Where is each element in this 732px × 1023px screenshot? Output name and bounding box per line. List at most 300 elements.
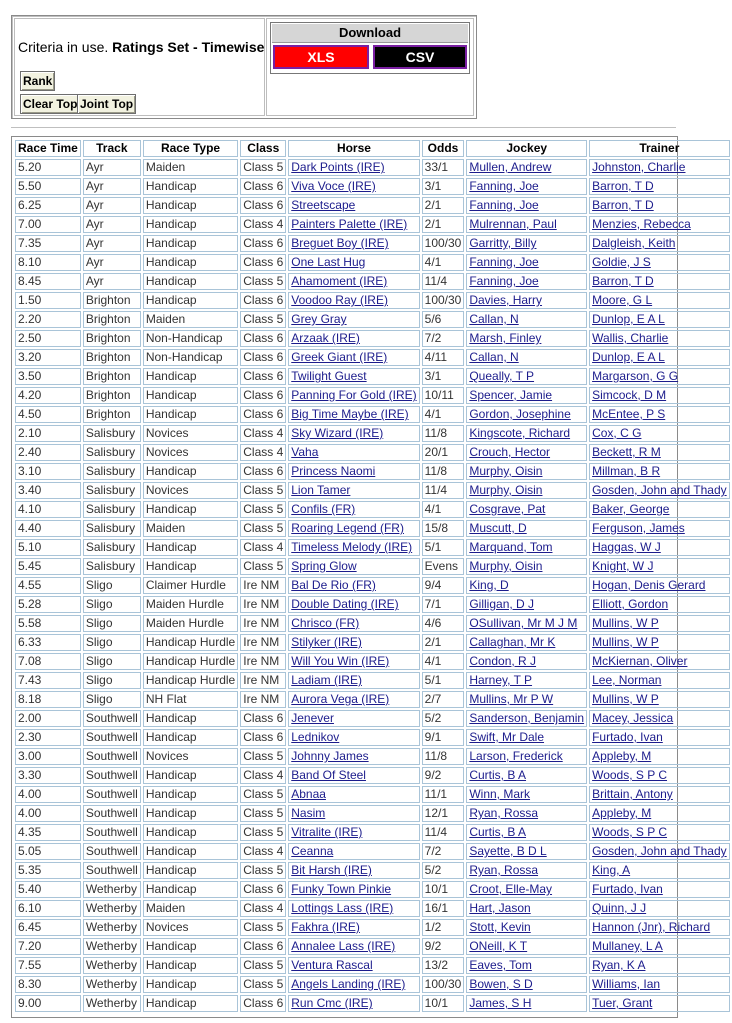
jockey-link[interactable]: Callan, N	[466, 311, 587, 328]
jockey-link[interactable]: Larson, Frederick	[466, 748, 587, 765]
trainer-link[interactable]: King, A	[589, 862, 730, 879]
race-time-cell: 5.50	[15, 178, 81, 195]
track-cell: Sligo	[83, 691, 141, 708]
horse-link[interactable]: Ladiam (IRE)	[288, 672, 419, 689]
track-cell: Salisbury	[83, 539, 141, 556]
horse-link[interactable]: Chrisco (FR)	[288, 615, 419, 632]
rank-button[interactable]: Rank	[20, 71, 55, 91]
class-cell: Class 6	[240, 178, 286, 195]
race-time-cell: 3.50	[15, 368, 81, 385]
criteria-value: Ratings Set - Timewise	[112, 39, 265, 55]
trainer-link[interactable]: Dalgleish, Keith	[589, 235, 730, 252]
table-row	[15, 691, 730, 708]
class-cell: Ire NM	[240, 672, 286, 689]
horse-link[interactable]: Funky Town Pinkie	[288, 881, 419, 898]
track-cell: Wetherby	[83, 976, 141, 993]
odds-cell: 2/1	[422, 216, 465, 233]
race-type-cell: Handicap	[143, 824, 238, 841]
race-time-cell: 1.50	[15, 292, 81, 309]
trainer-link[interactable]: Furtado, Ivan	[589, 881, 730, 898]
trainer-link[interactable]: Appleby, M	[589, 748, 730, 765]
class-cell: Class 5	[240, 957, 286, 974]
race-type-cell: Maiden	[143, 900, 238, 917]
table-row	[15, 938, 730, 955]
odds-cell: 20/1	[422, 444, 465, 461]
horse-link[interactable]: Jenever	[288, 710, 419, 727]
race-time-cell: 9.00	[15, 995, 81, 1012]
clear-top-button[interactable]: Clear Top	[20, 94, 80, 114]
table-row	[15, 767, 730, 784]
race-type-cell: Handicap Hurdle	[143, 672, 238, 689]
jockey-link[interactable]: Sanderson, Benjamin	[466, 710, 587, 727]
table-row	[15, 843, 730, 860]
trainer-link[interactable]: Mullaney, L A	[589, 938, 730, 955]
odds-cell: 11/8	[422, 748, 465, 765]
jockey-link[interactable]: Bowen, S D	[466, 976, 587, 993]
race-type-cell: NH Flat	[143, 691, 238, 708]
race-time-cell: 6.33	[15, 634, 81, 651]
race-type-cell: Handicap	[143, 197, 238, 214]
table-row	[15, 634, 730, 651]
horse-link[interactable]: Stilyker (IRE)	[288, 634, 419, 651]
class-cell: Class 4	[240, 900, 286, 917]
race-type-cell: Non-Handicap	[143, 349, 238, 366]
horse-link[interactable]: Viva Voce (IRE)	[288, 178, 419, 195]
race-type-cell: Handicap	[143, 539, 238, 556]
trainer-link[interactable]: Williams, Ian	[589, 976, 730, 993]
jockey-link[interactable]: Spencer, Jamie	[466, 387, 587, 404]
trainer-link[interactable]: Simcock, D M	[589, 387, 730, 404]
odds-cell: 9/4	[422, 577, 465, 594]
table-row	[15, 501, 730, 518]
jockey-link[interactable]: Swift, Mr Dale	[466, 729, 587, 746]
odds-cell: 11/1	[422, 786, 465, 803]
jockey-link[interactable]: Fanning, Joe	[466, 178, 587, 195]
trainer-link[interactable]: Wallis, Charlie	[589, 330, 730, 347]
jockey-link[interactable]: Murphy, Oisin	[466, 463, 587, 480]
jockey-link[interactable]: James, S H	[466, 995, 587, 1012]
track-cell: Brighton	[83, 330, 141, 347]
trainer-link[interactable]: Moore, G L	[589, 292, 730, 309]
odds-cell: 4/1	[422, 406, 465, 423]
table-row	[15, 748, 730, 765]
track-cell: Sligo	[83, 634, 141, 651]
jockey-link[interactable]: ONeill, K T	[466, 938, 587, 955]
horse-link[interactable]: Painters Palette (IRE)	[288, 216, 419, 233]
horse-link[interactable]: Dark Points (IRE)	[288, 159, 419, 176]
jockey-link[interactable]: Cosgrave, Pat	[466, 501, 587, 518]
class-cell: Class 5	[240, 919, 286, 936]
race-type-cell: Handicap	[143, 292, 238, 309]
horse-link[interactable]: Bal De Rio (FR)	[288, 577, 419, 594]
odds-cell: 2/7	[422, 691, 465, 708]
race-type-cell: Handicap	[143, 786, 238, 803]
jockey-link[interactable]: Garritty, Billy	[466, 235, 587, 252]
track-cell: Southwell	[83, 843, 141, 860]
track-cell: Sligo	[83, 577, 141, 594]
jockey-link[interactable]: Eaves, Tom	[466, 957, 587, 974]
odds-cell: 13/2	[422, 957, 465, 974]
horse-link[interactable]: Bit Harsh (IRE)	[288, 862, 419, 879]
horse-link[interactable]: Lottings Lass (IRE)	[288, 900, 419, 917]
table-row	[15, 216, 730, 233]
jockey-link[interactable]: Crouch, Hector	[466, 444, 587, 461]
jockey-link[interactable]: Gilligan, D J	[466, 596, 587, 613]
horse-link[interactable]: Run Cmc (IRE)	[288, 995, 419, 1012]
table-row	[15, 995, 730, 1012]
race-type-cell: Handicap	[143, 862, 238, 879]
csv-download-button[interactable]: CSV	[373, 45, 467, 69]
table-row	[15, 577, 730, 594]
horse-link[interactable]: Voodoo Ray (IRE)	[288, 292, 419, 309]
table-row	[15, 520, 730, 537]
track-cell: Wetherby	[83, 938, 141, 955]
table-row	[15, 672, 730, 689]
class-cell: Class 6	[240, 349, 286, 366]
horse-link[interactable]: Double Dating (IRE)	[288, 596, 419, 613]
jockey-link[interactable]: Fanning, Joe	[466, 273, 587, 290]
race-time-cell: 6.10	[15, 900, 81, 917]
class-cell: Class 6	[240, 235, 286, 252]
odds-cell: 4/1	[422, 501, 465, 518]
race-time-cell: 7.55	[15, 957, 81, 974]
trainer-link[interactable]: Lee, Norman	[589, 672, 730, 689]
horse-link[interactable]: Will You Win (IRE)	[288, 653, 419, 670]
class-cell: Class 6	[240, 254, 286, 271]
race-type-cell: Handicap Hurdle	[143, 634, 238, 651]
race-type-cell: Claimer Hurdle	[143, 577, 238, 594]
criteria-prefix: Criteria in use.	[18, 39, 109, 55]
race-time-cell: 4.50	[15, 406, 81, 423]
trainer-link[interactable]: Menzies, Rebecca	[589, 216, 730, 233]
table-row	[15, 406, 730, 423]
track-cell: Southwell	[83, 786, 141, 803]
jockey-link[interactable]: Curtis, B A	[466, 824, 587, 841]
class-cell: Ire NM	[240, 596, 286, 613]
race-time-cell: 4.40	[15, 520, 81, 537]
trainer-link[interactable]: Ferguson, James	[589, 520, 730, 537]
xls-download-button[interactable]: XLS	[273, 45, 369, 69]
trainer-link[interactable]: Woods, S P C	[589, 824, 730, 841]
jockey-link[interactable]: Condon, R J	[466, 653, 587, 670]
trainer-link[interactable]: Goldie, J S	[589, 254, 730, 271]
track-cell: Salisbury	[83, 425, 141, 442]
class-cell: Class 5	[240, 558, 286, 575]
jockey-link[interactable]: Mullen, Andrew	[466, 159, 587, 176]
table-row	[15, 805, 730, 822]
race-type-cell: Handicap	[143, 957, 238, 974]
race-time-cell: 2.00	[15, 710, 81, 727]
jockey-link[interactable]: Fanning, Joe	[466, 197, 587, 214]
trainer-link[interactable]: Dunlop, E A L	[589, 349, 730, 366]
race-time-cell: 2.10	[15, 425, 81, 442]
race-type-cell: Handicap	[143, 976, 238, 993]
trainer-link[interactable]: Tuer, Grant	[589, 995, 730, 1012]
odds-cell: 3/1	[422, 368, 465, 385]
jockey-link[interactable]: Callaghan, Mr K	[466, 634, 587, 651]
jockey-link[interactable]: OSullivan, Mr M J M	[466, 615, 587, 632]
table-row	[15, 900, 730, 917]
jockey-link[interactable]: Mullins, Mr P W	[466, 691, 587, 708]
horse-link[interactable]: Ventura Rascal	[288, 957, 419, 974]
table-row	[15, 368, 730, 385]
race-type-cell: Handicap	[143, 254, 238, 271]
trainer-link[interactable]: Cox, C G	[589, 425, 730, 442]
race-type-cell: Handicap	[143, 387, 238, 404]
trainer-link[interactable]: Millman, B R	[589, 463, 730, 480]
horse-link[interactable]: Greek Giant (IRE)	[288, 349, 419, 366]
criteria-cell	[14, 18, 265, 116]
trainer-link[interactable]: Woods, S P C	[589, 767, 730, 784]
horse-link[interactable]: Breguet Boy (IRE)	[288, 235, 419, 252]
joint-top-button[interactable]: Joint Top	[77, 94, 136, 114]
trainer-link[interactable]: Mullins, W P	[589, 634, 730, 651]
race-type-cell: Handicap	[143, 805, 238, 822]
horse-link[interactable]: Nasim	[288, 805, 419, 822]
odds-cell: 7/2	[422, 843, 465, 860]
race-type-cell: Handicap	[143, 501, 238, 518]
horse-link[interactable]: Princess Naomi	[288, 463, 419, 480]
odds-cell: 5/6	[422, 311, 465, 328]
class-cell: Class 5	[240, 786, 286, 803]
jockey-link[interactable]: Fanning, Joe	[466, 254, 587, 271]
jockey-link[interactable]: Sayette, B D L	[466, 843, 587, 860]
jockey-link[interactable]: Hart, Jason	[466, 900, 587, 917]
jockey-link[interactable]: Murphy, Oisin	[466, 482, 587, 499]
trainer-link[interactable]: Gosden, John and Thady	[589, 843, 730, 860]
trainer-link[interactable]: Barron, T D	[589, 197, 730, 214]
track-cell: Brighton	[83, 292, 141, 309]
jockey-link[interactable]: Callan, N	[466, 349, 587, 366]
odds-cell: 11/4	[422, 273, 465, 290]
horse-link[interactable]: Roaring Legend (FR)	[288, 520, 419, 537]
race-type-cell: Maiden	[143, 520, 238, 537]
horse-link[interactable]: Ahamoment (IRE)	[288, 273, 419, 290]
jockey-link[interactable]: Queally, T P	[466, 368, 587, 385]
trainer-link[interactable]: McEntee, P S	[589, 406, 730, 423]
trainer-link[interactable]: Barron, T D	[589, 273, 730, 290]
table-row	[15, 615, 730, 632]
jockey-link[interactable]: Curtis, B A	[466, 767, 587, 784]
trainer-link[interactable]: Quinn, J J	[589, 900, 730, 917]
odds-cell: 2/1	[422, 634, 465, 651]
trainer-link[interactable]: Mullins, W P	[589, 691, 730, 708]
track-cell: Salisbury	[83, 482, 141, 499]
track-cell: Southwell	[83, 824, 141, 841]
horse-link[interactable]: Lion Tamer	[288, 482, 419, 499]
table-row	[15, 653, 730, 670]
trainer-link[interactable]: Margarson, G G	[589, 368, 730, 385]
trainer-link[interactable]: Haggas, W J	[589, 539, 730, 556]
jockey-link[interactable]: Ryan, Rossa	[466, 805, 587, 822]
horse-link[interactable]: Twilight Guest	[288, 368, 419, 385]
race-time-cell: 5.28	[15, 596, 81, 613]
trainer-link[interactable]: Furtado, Ivan	[589, 729, 730, 746]
horse-link[interactable]: One Last Hug	[288, 254, 419, 271]
horse-link[interactable]: Johnny James	[288, 748, 419, 765]
trainer-link[interactable]: Ryan, K A	[589, 957, 730, 974]
horse-link[interactable]: Aurora Vega (IRE)	[288, 691, 419, 708]
track-cell: Southwell	[83, 767, 141, 784]
race-type-cell: Maiden Hurdle	[143, 596, 238, 613]
horse-link[interactable]: Panning For Gold (IRE)	[288, 387, 419, 404]
odds-cell: 4/1	[422, 653, 465, 670]
odds-cell: Evens	[422, 558, 465, 575]
column-header-track: Track	[83, 140, 141, 157]
table-row	[15, 330, 730, 347]
odds-cell: 5/1	[422, 539, 465, 556]
horse-link[interactable]: Vaha	[288, 444, 419, 461]
race-type-cell: Handicap	[143, 273, 238, 290]
horse-link[interactable]: Angels Landing (IRE)	[288, 976, 419, 993]
table-body	[15, 159, 730, 1012]
horse-link[interactable]: Annalee Lass (IRE)	[288, 938, 419, 955]
table-row	[15, 482, 730, 499]
column-header-odds: Odds	[422, 140, 465, 157]
track-cell: Brighton	[83, 406, 141, 423]
race-time-cell: 5.05	[15, 843, 81, 860]
jockey-link[interactable]: Ryan, Rossa	[466, 862, 587, 879]
race-time-cell: 7.00	[15, 216, 81, 233]
race-time-cell: 5.40	[15, 881, 81, 898]
trainer-link[interactable]: Elliott, Gordon	[589, 596, 730, 613]
column-header-race-type: Race Type	[143, 140, 238, 157]
download-cell	[266, 18, 474, 116]
race-type-cell: Novices	[143, 748, 238, 765]
class-cell: Class 4	[240, 444, 286, 461]
table-row	[15, 862, 730, 879]
race-type-cell: Handicap	[143, 881, 238, 898]
odds-cell: 100/30	[422, 292, 465, 309]
horse-link[interactable]: Band Of Steel	[288, 767, 419, 784]
horse-link[interactable]: Abnaa	[288, 786, 419, 803]
odds-cell: 15/8	[422, 520, 465, 537]
trainer-link[interactable]: Johnston, Charlie	[589, 159, 730, 176]
horse-link[interactable]: Arzaak (IRE)	[288, 330, 419, 347]
table-row	[15, 235, 730, 252]
horse-link[interactable]: Big Time Maybe (IRE)	[288, 406, 419, 423]
table-row	[15, 539, 730, 556]
trainer-link[interactable]: Dunlop, E A L	[589, 311, 730, 328]
trainer-link[interactable]: McKiernan, Oliver	[589, 653, 730, 670]
horse-link[interactable]: Streetscape	[288, 197, 419, 214]
table-row	[15, 824, 730, 841]
table-row	[15, 976, 730, 993]
table-row	[15, 197, 730, 214]
class-cell: Class 6	[240, 387, 286, 404]
odds-cell: 11/8	[422, 425, 465, 442]
trainer-link[interactable]: Baker, George	[589, 501, 730, 518]
results-panel	[11, 136, 727, 1018]
race-time-cell: 7.35	[15, 235, 81, 252]
class-cell: Class 4	[240, 767, 286, 784]
track-cell: Ayr	[83, 178, 141, 195]
horse-link[interactable]: Lednikov	[288, 729, 419, 746]
jockey-link[interactable]: Winn, Mark	[466, 786, 587, 803]
table-row	[15, 311, 730, 328]
race-type-cell: Maiden	[143, 311, 238, 328]
race-type-cell: Novices	[143, 444, 238, 461]
horse-link[interactable]: Spring Glow	[288, 558, 419, 575]
jockey-link[interactable]: Croot, Elle-May	[466, 881, 587, 898]
jockey-link[interactable]: King, D	[466, 577, 587, 594]
trainer-link[interactable]: Knight, W J	[589, 558, 730, 575]
class-cell: Class 5	[240, 520, 286, 537]
trainer-link[interactable]: Macey, Jessica	[589, 710, 730, 727]
race-time-cell: 7.08	[15, 653, 81, 670]
track-cell: Wetherby	[83, 995, 141, 1012]
table-row	[15, 919, 730, 936]
table-row	[15, 349, 730, 366]
jockey-link[interactable]: Stott, Kevin	[466, 919, 587, 936]
horse-link[interactable]: Sky Wizard (IRE)	[288, 425, 419, 442]
horse-link[interactable]: Fakhra (IRE)	[288, 919, 419, 936]
horse-link[interactable]: Grey Gray	[288, 311, 419, 328]
class-cell: Class 5	[240, 862, 286, 879]
jockey-link[interactable]: Gordon, Josephine	[466, 406, 587, 423]
table-header-row	[15, 140, 730, 157]
track-cell: Brighton	[83, 368, 141, 385]
trainer-link[interactable]: Appleby, M	[589, 805, 730, 822]
table-row	[15, 957, 730, 974]
trainer-link[interactable]: Barron, T D	[589, 178, 730, 195]
class-cell: Class 4	[240, 425, 286, 442]
jockey-link[interactable]: Mulrennan, Paul	[466, 216, 587, 233]
race-type-cell: Handicap	[143, 463, 238, 480]
table-row	[15, 425, 730, 442]
column-header-race-time: Race Time	[15, 140, 81, 157]
class-cell: Class 6	[240, 330, 286, 347]
race-type-cell: Handicap	[143, 406, 238, 423]
race-type-cell: Handicap	[143, 995, 238, 1012]
horse-link[interactable]: Confils (FR)	[288, 501, 419, 518]
track-cell: Southwell	[83, 710, 141, 727]
race-type-cell: Maiden	[143, 159, 238, 176]
race-time-cell: 3.20	[15, 349, 81, 366]
horse-link[interactable]: Timeless Melody (IRE)	[288, 539, 419, 556]
jockey-link[interactable]: Muscutt, D	[466, 520, 587, 537]
odds-cell: 4/11	[422, 349, 465, 366]
trainer-link[interactable]: Hannon (Jnr), Richard	[589, 919, 730, 936]
horse-link[interactable]: Vitralite (IRE)	[288, 824, 419, 841]
class-cell: Class 5	[240, 976, 286, 993]
trainer-link[interactable]: Mullins, W P	[589, 615, 730, 632]
jockey-link[interactable]: Harney, T P	[466, 672, 587, 689]
jockey-link[interactable]: Marquand, Tom	[466, 539, 587, 556]
race-time-cell: 2.20	[15, 311, 81, 328]
trainer-link[interactable]: Gosden, John and Thady	[589, 482, 730, 499]
horse-link[interactable]: Ceanna	[288, 843, 419, 860]
track-cell: Ayr	[83, 273, 141, 290]
trainer-link[interactable]: Brittain, Antony	[589, 786, 730, 803]
race-type-cell: Handicap	[143, 843, 238, 860]
trainer-link[interactable]: Hogan, Denis Gerard	[589, 577, 730, 594]
track-cell: Sligo	[83, 596, 141, 613]
jockey-link[interactable]: Marsh, Finley	[466, 330, 587, 347]
track-cell: Salisbury	[83, 558, 141, 575]
track-cell: Salisbury	[83, 501, 141, 518]
jockey-link[interactable]: Kingscote, Richard	[466, 425, 587, 442]
trainer-link[interactable]: Beckett, R M	[589, 444, 730, 461]
odds-cell: 9/1	[422, 729, 465, 746]
race-time-cell: 2.30	[15, 729, 81, 746]
table-row	[15, 444, 730, 461]
race-type-cell: Handicap	[143, 178, 238, 195]
race-type-cell: Handicap	[143, 368, 238, 385]
jockey-link[interactable]: Murphy, Oisin	[466, 558, 587, 575]
class-cell: Ire NM	[240, 653, 286, 670]
jockey-link[interactable]: Davies, Harry	[466, 292, 587, 309]
